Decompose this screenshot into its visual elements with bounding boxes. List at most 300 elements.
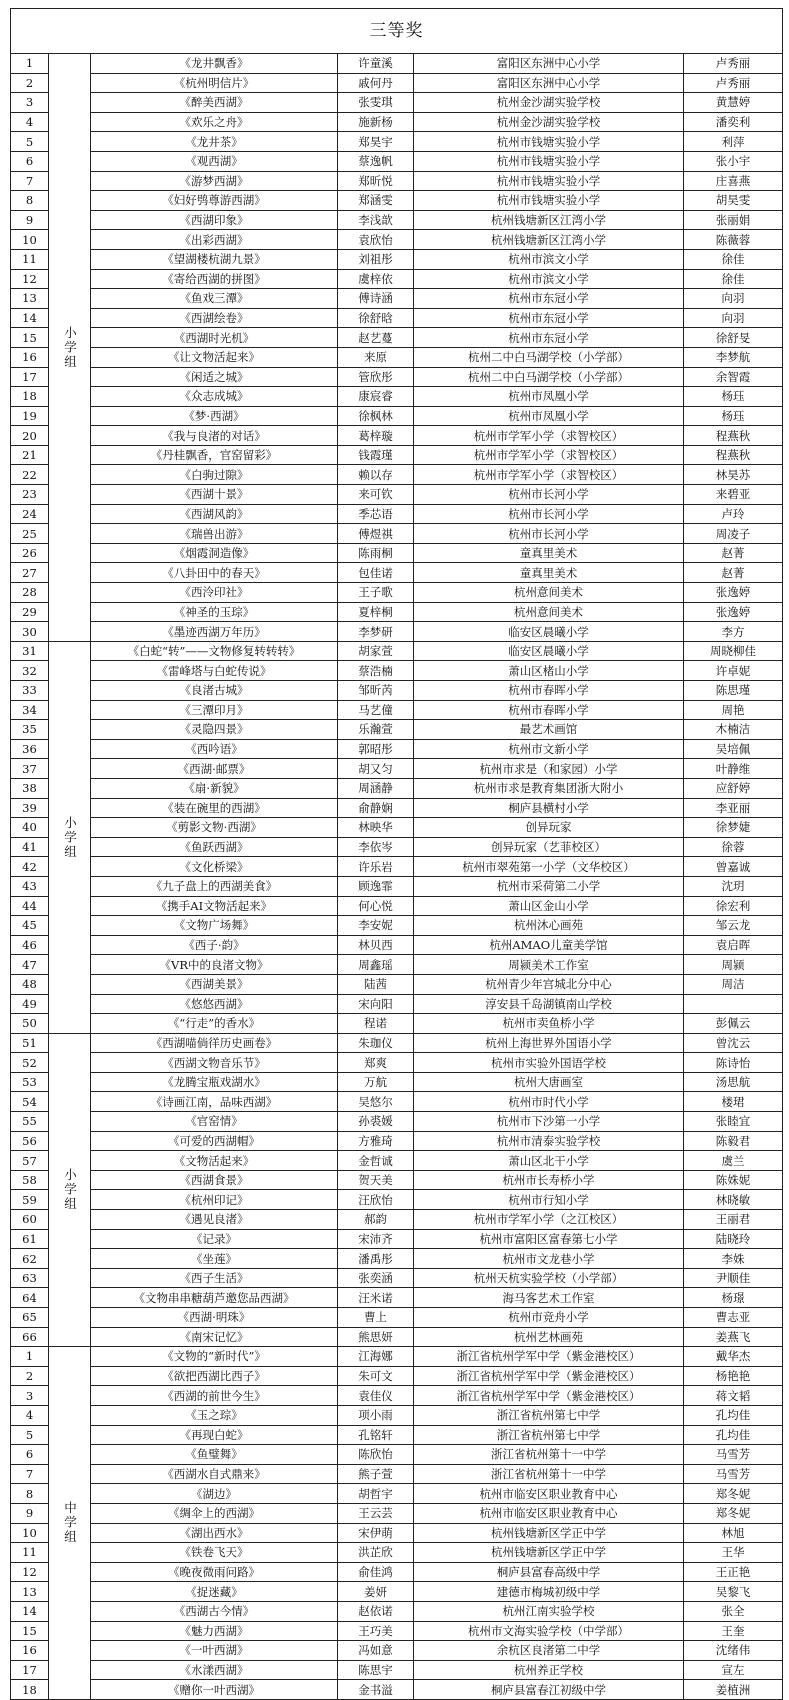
school-name: 杭州AMAO儿童美学馆	[414, 935, 684, 955]
school-name: 杭州市时代小学	[414, 1092, 684, 1112]
teacher-name: 袁启晖	[684, 935, 783, 955]
row-number: 1	[11, 1347, 49, 1367]
school-name: 杭州市求是教育集团浙大附小	[414, 778, 684, 798]
school-name: 杭州市东冠小学	[414, 328, 684, 348]
table-row	[11, 700, 783, 720]
table-row	[11, 1249, 783, 1269]
teacher-name: 孔均佳	[684, 1425, 783, 1445]
table-row	[11, 328, 783, 348]
group-label: 小学组	[49, 641, 91, 1033]
row-number: 65	[11, 1308, 49, 1328]
school-name: 杭州市文海实验学校（中学部）	[414, 1621, 684, 1641]
school-name: 杭州上海世界外国语小学	[414, 1033, 684, 1053]
row-number: 14	[11, 1601, 49, 1621]
teacher-name: 木楠洁	[684, 720, 783, 740]
school-name: 杭州钱塘新区江湾小学	[414, 210, 684, 230]
teacher-name: 吴培佩	[684, 739, 783, 759]
table-row	[11, 1112, 783, 1132]
school-name: 建德市梅城初级中学	[414, 1582, 684, 1602]
table-row	[11, 896, 783, 916]
row-number: 51	[11, 1033, 49, 1053]
row-number: 10	[11, 230, 49, 250]
work-title: 《诗画江南，品味西湖》	[91, 1092, 338, 1112]
school-name: 杭州市下沙第一小学	[414, 1112, 684, 1132]
school-name: 杭州市学军小学（求智校区）	[414, 445, 684, 465]
work-title: 《杭州印记》	[91, 1190, 338, 1210]
school-name: 淳安县千岛湖镇南山学校	[414, 994, 684, 1014]
table-row	[11, 445, 783, 465]
author-name: 林映华	[338, 818, 414, 838]
teacher-name: 楼珺	[684, 1092, 783, 1112]
work-title: 《玉之琮》	[91, 1405, 338, 1425]
school-name: 杭州钱塘新区学正中学	[414, 1523, 684, 1543]
table-row	[11, 1347, 783, 1367]
table-row	[11, 1366, 783, 1386]
table-row	[11, 1601, 783, 1621]
author-name: 康宸睿	[338, 387, 414, 407]
row-number: 53	[11, 1072, 49, 1092]
table-row	[11, 720, 783, 740]
teacher-name: 徐宏利	[684, 896, 783, 916]
school-name: 杭州市清泰实验学校	[414, 1131, 684, 1151]
work-title: 《文物的“新时代”》	[91, 1347, 338, 1367]
school-name: 杭州青少年宫城北分中心	[414, 974, 684, 994]
table-row	[11, 641, 783, 661]
table-row	[11, 1131, 783, 1151]
table-row	[11, 916, 783, 936]
table-row	[11, 1229, 783, 1249]
row-number: 54	[11, 1092, 49, 1112]
school-name: 浙江省杭州第七中学	[414, 1425, 684, 1445]
teacher-name: 彭佩云	[684, 1014, 783, 1034]
teacher-name: 胡昊雯	[684, 191, 783, 211]
row-number: 37	[11, 759, 49, 779]
teacher-name: 陈思瑾	[684, 681, 783, 701]
row-number: 39	[11, 798, 49, 818]
author-name: 程诺	[338, 1014, 414, 1034]
table-row	[11, 230, 783, 250]
work-title: 《西湖·明珠》	[91, 1308, 338, 1328]
table-row	[11, 406, 783, 426]
author-name: 贺天美	[338, 1170, 414, 1190]
row-number: 56	[11, 1131, 49, 1151]
school-name: 杭州天杭实验学校（小学部）	[414, 1268, 684, 1288]
table-row	[11, 876, 783, 896]
teacher-name: 潘奕利	[684, 112, 783, 132]
author-name: 万航	[338, 1072, 414, 1092]
work-title: 《西湖喵倘徉历史画卷》	[91, 1033, 338, 1053]
teacher-name: 黄慧婷	[684, 93, 783, 113]
author-name: 季芯语	[338, 504, 414, 524]
school-name: 杭州市竞舟小学	[414, 1308, 684, 1328]
work-title: 《雷峰塔与白蛇传说》	[91, 661, 338, 681]
work-title: 《龙井飘香》	[91, 54, 338, 74]
table-row	[11, 249, 783, 269]
author-name: 汪米诺	[338, 1288, 414, 1308]
group-label: 小学组	[49, 1033, 91, 1347]
author-name: 朱可文	[338, 1366, 414, 1386]
table-row	[11, 935, 783, 955]
author-name: 徐舒晗	[338, 308, 414, 328]
author-name: 袁欣怡	[338, 230, 414, 250]
table-row	[11, 1523, 783, 1543]
table-row	[11, 1503, 783, 1523]
teacher-name: 周颍	[684, 955, 783, 975]
row-number: 13	[11, 1582, 49, 1602]
teacher-name: 徐梦婕	[684, 818, 783, 838]
work-title: 《鱼跃西湖》	[91, 837, 338, 857]
school-name: 周颍美术工作室	[414, 955, 684, 975]
row-number: 47	[11, 955, 49, 975]
table-row	[11, 1405, 783, 1425]
table-row	[11, 1562, 783, 1582]
author-name: 江海娜	[338, 1347, 414, 1367]
school-name: 杭州市实验外国语学校	[414, 1053, 684, 1073]
work-title: 《我与良渚的对话》	[91, 426, 338, 446]
school-name: 杭州市滨文小学	[414, 269, 684, 289]
table-row	[11, 818, 783, 838]
school-name: 杭州市学军小学（求智校区）	[414, 465, 684, 485]
author-name: 胡哲宇	[338, 1484, 414, 1504]
table-row	[11, 798, 783, 818]
school-name: 杭州市钱塘实验小学	[414, 191, 684, 211]
school-name: 杭州市学军小学（求智校区）	[414, 426, 684, 446]
author-name: 李梦研	[338, 622, 414, 642]
table-row	[11, 1288, 783, 1308]
work-title: 《绸伞上的西湖》	[91, 1503, 338, 1523]
table-row	[11, 759, 783, 779]
table-row	[11, 1386, 783, 1406]
table-row	[11, 191, 783, 211]
table-row	[11, 132, 783, 152]
teacher-name: 陈姝妮	[684, 1170, 783, 1190]
table-row	[11, 681, 783, 701]
table-row	[11, 1053, 783, 1073]
work-title: 《西湖古今情》	[91, 1601, 338, 1621]
teacher-name: 沈玥	[684, 876, 783, 896]
row-number: 46	[11, 935, 49, 955]
row-number: 32	[11, 661, 49, 681]
author-name: 来原	[338, 347, 414, 367]
school-name: 杭州市凤凰小学	[414, 387, 684, 407]
school-name: 杭州意间美术	[414, 602, 684, 622]
work-title: 《西湖美景》	[91, 974, 338, 994]
teacher-name: 曹志亚	[684, 1308, 783, 1328]
work-title: 《“行走”的香水》	[91, 1014, 338, 1034]
teacher-name: 卢秀丽	[684, 54, 783, 74]
teacher-name: 李方	[684, 622, 783, 642]
teacher-name: 周洁	[684, 974, 783, 994]
row-number: 57	[11, 1151, 49, 1171]
work-title: 《望湖楼杭湖九景》	[91, 249, 338, 269]
teacher-name: 孔均佳	[684, 1405, 783, 1425]
work-title: 《文物串串糖葫芦邀您品西湖》	[91, 1288, 338, 1308]
school-name: 萧山区楮山小学	[414, 661, 684, 681]
work-title: 《装在碗里的西湖》	[91, 798, 338, 818]
author-name: 王巧美	[338, 1621, 414, 1641]
work-title: 《龙井茶》	[91, 132, 338, 152]
row-number: 3	[11, 1386, 49, 1406]
row-number: 55	[11, 1112, 49, 1132]
author-name: 俞佳鸿	[338, 1562, 414, 1582]
author-name: 虞梓依	[338, 269, 414, 289]
school-name: 浙江省杭州第七中学	[414, 1405, 684, 1425]
school-name: 杭州市凤凰小学	[414, 406, 684, 426]
school-name: 创异玩家（艺菲校区）	[414, 837, 684, 857]
table-row	[11, 1190, 783, 1210]
work-title: 《湖边》	[91, 1484, 338, 1504]
school-name: 杭州市求是（和家园）小学	[414, 759, 684, 779]
work-title: 《鱼戏三潭》	[91, 289, 338, 309]
teacher-name: 赵菁	[684, 543, 783, 563]
work-title: 《西湖时光机》	[91, 328, 338, 348]
teacher-name: 张逸婷	[684, 583, 783, 603]
teacher-name: 李亚丽	[684, 798, 783, 818]
table-row	[11, 583, 783, 603]
school-name: 富阳区东洲中心小学	[414, 54, 684, 74]
work-title: 《遇见良渚》	[91, 1210, 338, 1230]
teacher-name: 余智霞	[684, 367, 783, 387]
teacher-name	[684, 994, 783, 1014]
school-name: 杭州市文龙巷小学	[414, 1249, 684, 1269]
work-title: 《赠你一叶西湖》	[91, 1680, 338, 1700]
work-title: 《欢乐之舟》	[91, 112, 338, 132]
author-name: 傅煜祺	[338, 524, 414, 544]
row-number: 23	[11, 485, 49, 505]
row-number: 19	[11, 406, 49, 426]
author-name: 施新杨	[338, 112, 414, 132]
school-name: 临安区晨曦小学	[414, 622, 684, 642]
work-title: 《让文物活起来》	[91, 347, 338, 367]
table-row	[11, 1582, 783, 1602]
table-row	[11, 73, 783, 93]
row-number: 44	[11, 896, 49, 916]
work-title: 《寄给西湖的拼图》	[91, 269, 338, 289]
row-number: 8	[11, 1484, 49, 1504]
work-title: 《龙腾宝瓶戏湖水》	[91, 1072, 338, 1092]
table-row	[11, 1268, 783, 1288]
author-name: 蔡浩楠	[338, 661, 414, 681]
row-number: 7	[11, 171, 49, 191]
teacher-name: 蒋文韬	[684, 1386, 783, 1406]
row-number: 18	[11, 1680, 49, 1700]
row-number: 40	[11, 818, 49, 838]
work-title: 《剪影文物·西湖》	[91, 818, 338, 838]
teacher-name: 姜燕飞	[684, 1327, 783, 1347]
table-row	[11, 563, 783, 583]
school-name: 杭州艺林画苑	[414, 1327, 684, 1347]
row-number: 12	[11, 1562, 49, 1582]
work-title: 《妇好鸮尊游西湖》	[91, 191, 338, 211]
table-row	[11, 1484, 783, 1504]
row-number: 63	[11, 1268, 49, 1288]
work-title: 《欲把西湖比西子》	[91, 1366, 338, 1386]
teacher-name: 尹顺佳	[684, 1268, 783, 1288]
author-name: 马艺僮	[338, 700, 414, 720]
work-title: 《西吟语》	[91, 739, 338, 759]
table-row	[11, 778, 783, 798]
row-number: 15	[11, 1621, 49, 1641]
teacher-name: 杨珏	[684, 406, 783, 426]
work-title: 《西子·韵》	[91, 935, 338, 955]
author-name: 郑昊宇	[338, 132, 414, 152]
table-row	[11, 308, 783, 328]
teacher-name: 卢秀丽	[684, 73, 783, 93]
table-row	[11, 1170, 783, 1190]
author-name: 胡又匀	[338, 759, 414, 779]
school-name: 杭州市长寿桥小学	[414, 1170, 684, 1190]
table-row	[11, 661, 783, 681]
table-row	[11, 1327, 783, 1347]
row-number: 11	[11, 1543, 49, 1563]
table-row	[11, 994, 783, 1014]
school-name: 杭州市临安区职业教育中心	[414, 1503, 684, 1523]
row-number: 8	[11, 191, 49, 211]
author-name: 许乐岩	[338, 857, 414, 877]
teacher-name: 陆晓玲	[684, 1229, 783, 1249]
author-name: 管欣彤	[338, 367, 414, 387]
teacher-name: 陈薇蓉	[684, 230, 783, 250]
author-name: 金书溢	[338, 1680, 414, 1700]
school-name: 桐庐县横村小学	[414, 798, 684, 818]
work-title: 《西湖风韵》	[91, 504, 338, 524]
row-number: 12	[11, 269, 49, 289]
row-number: 38	[11, 778, 49, 798]
work-title: 《坐莲》	[91, 1249, 338, 1269]
author-name: 陈雨桐	[338, 543, 414, 563]
row-number: 11	[11, 249, 49, 269]
school-name: 杭州市春晖小学	[414, 681, 684, 701]
table-row	[11, 465, 783, 485]
school-name: 临安区晨曦小学	[414, 641, 684, 661]
school-name: 杭州市富阳区富春第七小学	[414, 1229, 684, 1249]
author-name: 林贝西	[338, 935, 414, 955]
school-name: 杭州市采荷第二小学	[414, 876, 684, 896]
table-row	[11, 347, 783, 367]
table-row	[11, 171, 783, 191]
teacher-name: 姜植洲	[684, 1680, 783, 1700]
teacher-name: 曾沈云	[684, 1033, 783, 1053]
author-name: 陆茜	[338, 974, 414, 994]
row-number: 50	[11, 1014, 49, 1034]
teacher-name: 张丽娟	[684, 210, 783, 230]
table-row	[11, 210, 783, 230]
row-number: 18	[11, 387, 49, 407]
award-table-body	[11, 9, 783, 1700]
work-title: 《西湖绘卷》	[91, 308, 338, 328]
work-title: 《西湖水自式鼎来》	[91, 1464, 338, 1484]
work-title: 《西湖印象》	[91, 210, 338, 230]
work-title: 《梦·西湖》	[91, 406, 338, 426]
work-title: 《文物广场舞》	[91, 916, 338, 936]
row-number: 30	[11, 622, 49, 642]
table-row	[11, 367, 783, 387]
table-row	[11, 1210, 783, 1230]
school-name: 杭州养正学校	[414, 1660, 684, 1680]
teacher-name: 林晓敏	[684, 1190, 783, 1210]
row-number: 9	[11, 210, 49, 230]
table-row	[11, 1660, 783, 1680]
row-number: 15	[11, 328, 49, 348]
row-number: 17	[11, 367, 49, 387]
author-name: 周涵静	[338, 778, 414, 798]
school-name: 杭州市钱塘实验小学	[414, 151, 684, 171]
author-name: 顾逸霏	[338, 876, 414, 896]
table-row	[11, 622, 783, 642]
row-number: 64	[11, 1288, 49, 1308]
school-name: 杭州市翠苑第一小学（文华校区）	[414, 857, 684, 877]
work-title: 《南宋记忆》	[91, 1327, 338, 1347]
row-number: 45	[11, 916, 49, 936]
work-title: 《VR中的良渚文物》	[91, 955, 338, 975]
table-row	[11, 1543, 783, 1563]
work-title: 《观西湖》	[91, 151, 338, 171]
school-name: 桐庐县富春江初级中学	[414, 1680, 684, 1700]
table-row	[11, 1014, 783, 1034]
author-name: 朱珈仪	[338, 1033, 414, 1053]
row-number: 20	[11, 426, 49, 446]
row-number: 7	[11, 1464, 49, 1484]
school-name: 童真里美术	[414, 563, 684, 583]
row-number: 28	[11, 583, 49, 603]
school-name: 浙江省杭州学军中学（紫金港校区）	[414, 1347, 684, 1367]
table-row	[11, 112, 783, 132]
row-number: 36	[11, 739, 49, 759]
work-title: 《西子生活》	[91, 1268, 338, 1288]
school-name: 浙江省杭州第十一中学	[414, 1464, 684, 1484]
row-number: 4	[11, 112, 49, 132]
author-name: 夏梓桐	[338, 602, 414, 622]
row-number: 16	[11, 347, 49, 367]
table-row	[11, 1621, 783, 1641]
work-title: 《游梦西湖》	[91, 171, 338, 191]
row-number: 22	[11, 465, 49, 485]
teacher-name: 王华	[684, 1543, 783, 1563]
author-name: 袁佳仪	[338, 1386, 414, 1406]
table-row	[11, 93, 783, 113]
author-name: 张雯琪	[338, 93, 414, 113]
row-number: 5	[11, 1425, 49, 1445]
row-number: 16	[11, 1641, 49, 1661]
teacher-name: 徐舒旻	[684, 328, 783, 348]
teacher-name: 庄喜燕	[684, 171, 783, 191]
teacher-name: 汤思航	[684, 1072, 783, 1092]
author-name: 钱霞瑾	[338, 445, 414, 465]
school-name: 杭州市长河小学	[414, 524, 684, 544]
table-row	[11, 387, 783, 407]
teacher-name: 沈绪伟	[684, 1641, 783, 1661]
school-name: 杭州意间美术	[414, 583, 684, 603]
work-title: 《西泠印社》	[91, 583, 338, 603]
school-name: 杭州市行知小学	[414, 1190, 684, 1210]
school-name: 杭州二中白马湖学校（小学部）	[414, 347, 684, 367]
work-title: 《鱼璧舞》	[91, 1445, 338, 1465]
teacher-name: 虞兰	[684, 1151, 783, 1171]
teacher-name: 邹云龙	[684, 916, 783, 936]
school-name: 杭州市钱塘实验小学	[414, 132, 684, 152]
author-name: 李浅歆	[338, 210, 414, 230]
work-title: 《墨迹西湖万年历》	[91, 622, 338, 642]
school-name: 童真里美术	[414, 543, 684, 563]
author-name: 曹上	[338, 1308, 414, 1328]
row-number: 27	[11, 563, 49, 583]
work-title: 《灵隐四景》	[91, 720, 338, 740]
table-row	[11, 739, 783, 759]
author-name: 周鑫瑶	[338, 955, 414, 975]
school-name: 杭州市滨文小学	[414, 249, 684, 269]
row-number: 2	[11, 73, 49, 93]
author-name: 蔡逸帆	[338, 151, 414, 171]
